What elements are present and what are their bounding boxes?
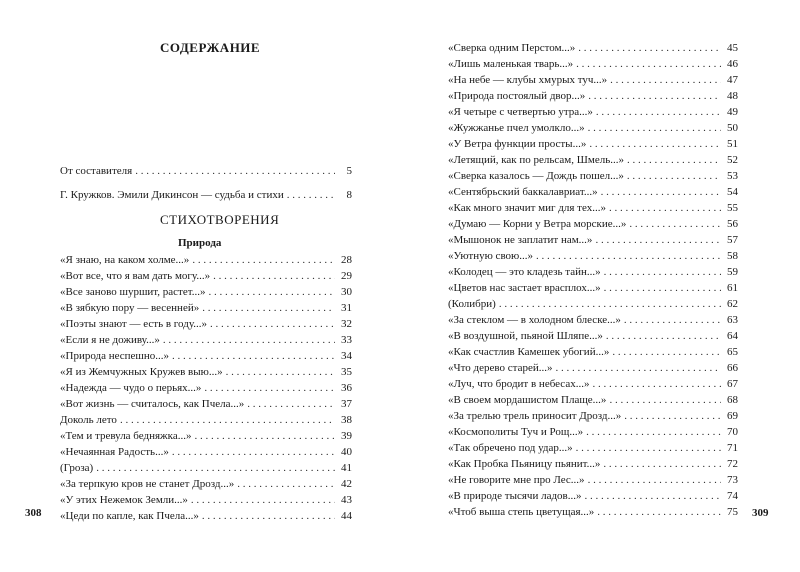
dot-leader xyxy=(120,412,335,428)
toc-entry-title: «Как счастлив Камешек убогий...» xyxy=(448,346,610,358)
toc-entry-title: «Вот все, что я вам дать могу...» xyxy=(60,270,211,282)
toc-entry-title: «За стеклом — в холодном блеске...» xyxy=(448,314,621,326)
dot-leader xyxy=(592,376,721,392)
toc-entry-title: «Нечаянная Радость...» xyxy=(60,446,169,458)
toc-entry-title: «Все заново шуршит, растет...» xyxy=(60,286,206,298)
toc-entry-title: «Как Пробка Пьяницу пьянит...» xyxy=(448,458,601,470)
toc-entry-title: «На небе — клубы хмурых туч...» xyxy=(448,74,608,86)
dot-leader xyxy=(612,344,721,360)
dot-leader xyxy=(624,312,721,328)
toc-entry xyxy=(448,152,738,168)
dot-leader xyxy=(172,444,335,460)
toc-entry-title: «Я из Жемчужных Кружев выю...» xyxy=(60,366,223,378)
toc-entry-title: «Уютную свою...» xyxy=(448,250,534,262)
dot-leader xyxy=(609,392,721,408)
toc-entry-title: «У Ветра функции просты...» xyxy=(448,138,587,150)
toc-entry-page: 59 xyxy=(727,266,738,278)
dot-leader xyxy=(208,284,335,300)
toc-entry-page: 48 xyxy=(727,90,738,102)
toc-entry-page: 63 xyxy=(727,314,738,326)
toc-entry-page: 39 xyxy=(341,430,352,442)
toc-entry xyxy=(448,440,738,456)
toc-entry-page: 47 xyxy=(727,74,738,86)
dot-leader xyxy=(204,380,335,396)
toc-entry-page: 56 xyxy=(727,218,738,230)
toc-entry xyxy=(448,504,738,520)
toc-entry-page: 45 xyxy=(727,42,738,54)
toc-entry xyxy=(60,380,352,396)
toc-entry-title: «В воздушной, пьяной Шляпе...» xyxy=(448,330,603,342)
toc-entry-title: От составителя xyxy=(60,165,133,177)
toc-entry-title: «Если я не доживу...» xyxy=(60,334,160,346)
toc-entry xyxy=(448,168,738,184)
toc-entry xyxy=(60,284,352,300)
toc-entry-page: 37 xyxy=(341,398,352,410)
dot-leader xyxy=(556,360,721,376)
toc-entry-title: «Сентябрьский баккалавриат...» xyxy=(448,186,598,198)
dot-leader xyxy=(627,152,721,168)
toc-entry xyxy=(448,488,738,504)
toc-entry-title: «В природе тысячи ладов...» xyxy=(448,490,582,502)
toc-entry-page: 30 xyxy=(341,286,352,298)
toc-entry-title: «Цеди по капле, как Пчела...» xyxy=(60,510,199,522)
toc-entry xyxy=(60,348,352,364)
dot-leader xyxy=(595,232,721,248)
toc-entry-title: «Думаю — Корни у Ветра морские...» xyxy=(448,218,627,230)
dot-leader xyxy=(604,280,721,296)
toc-entry-title: «Летящий, как по рельсам, Шмель...» xyxy=(448,154,624,166)
toc-entry-title: «В своем мордашистом Плаще...» xyxy=(448,394,607,406)
toc-entry-page: 64 xyxy=(727,330,738,342)
dot-leader xyxy=(213,268,335,284)
toc-entry-page: 57 xyxy=(727,234,738,246)
toc-entry-page: 8 xyxy=(346,189,352,201)
page-number-right: 309 xyxy=(752,507,769,519)
toc-entry-title: «В зябкую пору — весенней» xyxy=(60,302,200,314)
toc-entry-title: «Сверка казалось — Дождь пошел...» xyxy=(448,170,624,182)
toc-entry xyxy=(448,456,738,472)
toc-entry-page: 38 xyxy=(341,414,352,426)
toc-entry-title: «Тем и тревула бедняжка...» xyxy=(60,430,192,442)
toc-entry xyxy=(448,392,738,408)
toc-entry xyxy=(60,364,352,380)
dot-leader xyxy=(588,88,721,104)
toc-entry-title: «Я знаю, на каком холме...» xyxy=(60,254,190,266)
toc-entry xyxy=(60,268,352,284)
dot-leader xyxy=(194,428,335,444)
toc-entry xyxy=(60,444,352,460)
dot-leader xyxy=(576,56,721,72)
toc-entry-title: «Сверка одним Перстом...» xyxy=(448,42,576,54)
toc-entry xyxy=(60,163,352,179)
toc-entry xyxy=(60,300,352,316)
dot-leader xyxy=(597,504,721,520)
toc-entry-title: «Я четыре с четвертью утра...» xyxy=(448,106,593,118)
dot-leader xyxy=(287,187,335,203)
toc-entry-page: 70 xyxy=(727,426,738,438)
contents-title: СОДЕРЖАНИЕ xyxy=(160,40,261,55)
toc-entry xyxy=(448,408,738,424)
toc-entry xyxy=(60,460,352,476)
dot-leader xyxy=(585,488,722,504)
dot-leader xyxy=(576,440,721,456)
toc-entry xyxy=(60,492,352,508)
dot-leader xyxy=(627,168,721,184)
toc-entry-page: 43 xyxy=(341,494,352,506)
toc-entry xyxy=(448,72,738,88)
dot-leader xyxy=(247,396,335,412)
toc-entry xyxy=(448,424,738,440)
toc-entry-page: 54 xyxy=(727,186,738,198)
toc-entry xyxy=(60,476,352,492)
toc-entry xyxy=(60,332,352,348)
toc-entry-page: 52 xyxy=(727,154,738,166)
toc-entry-page: 61 xyxy=(727,282,738,294)
toc-entry xyxy=(448,104,738,120)
toc-entry-title: Г. Кружков. Эмили Дикинсон — судьба и стихи xyxy=(60,189,284,201)
toc-entry-title: «Поэты знают — есть в году...» xyxy=(60,318,207,330)
toc-entry-page: 58 xyxy=(727,250,738,262)
toc-entry xyxy=(448,296,738,312)
toc-entry-page: 44 xyxy=(341,510,352,522)
toc-entry-page: 62 xyxy=(727,298,738,310)
toc-entry-page: 28 xyxy=(341,254,352,266)
toc-entry-title: «Чтоб выша степь цветущая...» xyxy=(448,506,595,518)
dot-leader xyxy=(499,296,721,312)
toc-entry-title: «Жужжанье пчел умолкло...» xyxy=(448,122,585,134)
dot-leader xyxy=(226,364,335,380)
toc-entry-page: 74 xyxy=(727,490,738,502)
section-title: СТИХОТВОРЕНИЯ xyxy=(160,212,280,227)
toc-entry-title: «За терпкую кров не станет Дрозд...» xyxy=(60,478,235,490)
toc-entry xyxy=(448,344,738,360)
toc-entry xyxy=(448,312,738,328)
toc-entry-title: «Так обречено под удар...» xyxy=(448,442,573,454)
toc-entry-page: 53 xyxy=(727,170,738,182)
dot-leader xyxy=(135,163,335,179)
right-page xyxy=(400,0,800,572)
toc-entry-title: «Надежда — чудо о перьях...» xyxy=(60,382,202,394)
toc-entry-page: 72 xyxy=(727,458,738,470)
toc-entry-page: 35 xyxy=(341,366,352,378)
toc-entry xyxy=(448,328,738,344)
toc-entry-title: «Природа постоялый двор...» xyxy=(448,90,586,102)
dot-leader xyxy=(601,184,721,200)
toc-entry xyxy=(448,264,738,280)
toc-entry-title: «У этих Нежемок Земли...» xyxy=(60,494,188,506)
dot-leader xyxy=(202,300,335,316)
toc-entry xyxy=(448,88,738,104)
toc-entry xyxy=(60,252,352,268)
toc-entry-page: 71 xyxy=(727,442,738,454)
dot-leader xyxy=(210,316,335,332)
dot-leader xyxy=(603,456,721,472)
toc-entry-page: 73 xyxy=(727,474,738,486)
page-number-left: 308 xyxy=(25,507,42,519)
toc-entry xyxy=(60,396,352,412)
dot-leader xyxy=(96,460,335,476)
toc-entry-title: «Что дерево старей...» xyxy=(448,362,553,374)
toc-entry-page: 31 xyxy=(341,302,352,314)
dot-leader xyxy=(624,408,721,424)
toc-entry-page: 51 xyxy=(727,138,738,150)
toc-entry-title: «Природа неспешно...» xyxy=(60,350,170,362)
toc-entry xyxy=(60,412,352,428)
toc-entry-page: 34 xyxy=(341,350,352,362)
toc-entry xyxy=(448,472,738,488)
toc-entry xyxy=(448,280,738,296)
toc-entry-title: «Мышонок не заплатит нам...» xyxy=(448,234,593,246)
toc-entry xyxy=(60,316,352,332)
toc-entry-page: 32 xyxy=(341,318,352,330)
toc-entry-page: 75 xyxy=(727,506,738,518)
toc-entry xyxy=(448,56,738,72)
dot-leader xyxy=(536,248,721,264)
dot-leader xyxy=(586,424,721,440)
toc-entry-page: 67 xyxy=(727,378,738,390)
toc-entry-title: «За трелью трель приносит Дрозд...» xyxy=(448,410,622,422)
toc-entry-page: 46 xyxy=(727,58,738,70)
toc-entry-title: «Луч, что бродит в небесах...» xyxy=(448,378,590,390)
toc-entry xyxy=(448,200,738,216)
dot-leader xyxy=(163,332,335,348)
toc-entry xyxy=(448,40,738,56)
toc-entry-title: «Цветов нас застает врасплох...» xyxy=(448,282,601,294)
toc-entry-title: (Гроза) xyxy=(60,462,94,474)
dot-leader xyxy=(610,72,721,88)
toc-entry xyxy=(448,360,738,376)
dot-leader xyxy=(589,136,721,152)
toc-entry xyxy=(60,508,352,524)
subsection-title: Природа xyxy=(178,237,222,249)
toc-entry-page: 66 xyxy=(727,362,738,374)
dot-leader xyxy=(609,200,721,216)
toc-entry-page: 29 xyxy=(341,270,352,282)
toc-entry xyxy=(448,248,738,264)
toc-entry-page: 49 xyxy=(727,106,738,118)
dot-leader xyxy=(578,40,721,56)
dot-leader xyxy=(588,472,721,488)
toc-entry-title: (Колибри) xyxy=(448,298,496,310)
dot-leader xyxy=(172,348,335,364)
dot-leader xyxy=(202,508,335,524)
toc-entry-page: 55 xyxy=(727,202,738,214)
toc-entry xyxy=(60,428,352,444)
toc-entry-page: 36 xyxy=(341,382,352,394)
toc-entry-page: 50 xyxy=(727,122,738,134)
toc-entry xyxy=(60,187,352,203)
toc-entry-page: 68 xyxy=(727,394,738,406)
toc-entry-title: Доколь лето xyxy=(60,414,117,426)
dot-leader xyxy=(192,252,335,268)
toc-entry-page: 42 xyxy=(341,478,352,490)
toc-entry-title: «Космополиты Туч и Рощ...» xyxy=(448,426,584,438)
toc-entry xyxy=(448,136,738,152)
dot-leader xyxy=(237,476,335,492)
toc-entry-page: 65 xyxy=(727,346,738,358)
dot-leader xyxy=(596,104,721,120)
toc-entry-title: «Вот жизнь — считалось, как Пчела...» xyxy=(60,398,245,410)
toc-entry-page: 33 xyxy=(341,334,352,346)
toc-entry-page: 40 xyxy=(341,446,352,458)
toc-entry xyxy=(448,376,738,392)
toc-entry-page: 41 xyxy=(341,462,352,474)
toc-entry-page: 69 xyxy=(727,410,738,422)
dot-leader xyxy=(629,216,721,232)
toc-entry xyxy=(448,184,738,200)
toc-entry-title: «Как много значит миг для тех...» xyxy=(448,202,606,214)
toc-entry xyxy=(448,232,738,248)
toc-entry-title: «Не говорите мне про Лес...» xyxy=(448,474,585,486)
toc-entry xyxy=(448,216,738,232)
toc-entry-title: «Колодец — это кладезь тайн...» xyxy=(448,266,601,278)
toc-entry xyxy=(448,120,738,136)
dot-leader xyxy=(588,120,721,136)
dot-leader xyxy=(191,492,335,508)
dot-leader xyxy=(604,264,721,280)
dot-leader xyxy=(606,328,721,344)
toc-entry-title: «Лишь маленькая тварь...» xyxy=(448,58,574,70)
toc-entry-page: 5 xyxy=(346,165,352,177)
